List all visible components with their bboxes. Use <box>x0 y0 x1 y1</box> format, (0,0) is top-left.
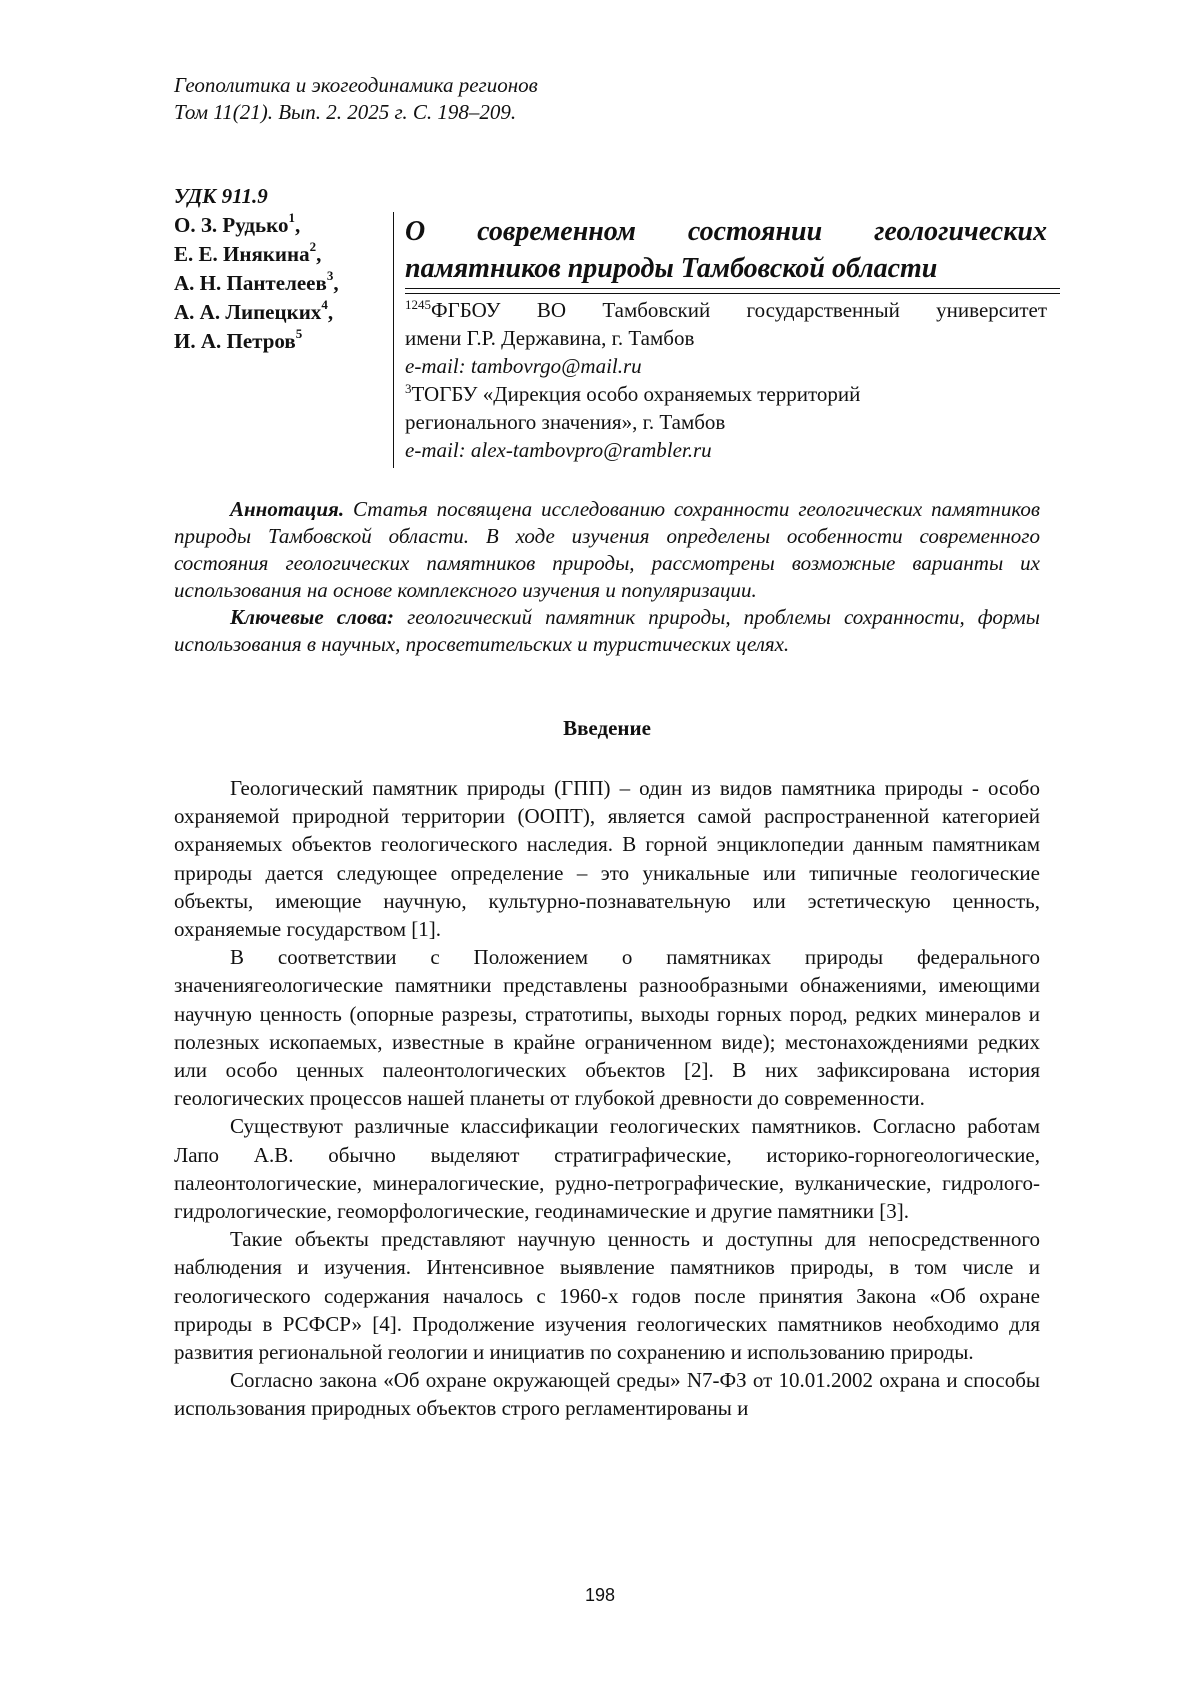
paragraph-3: Существуют различные классификации геологических памятников. Согласно работам Лапо А.В. обычно выделяют стратиграфические, историко-горногеологические, палеонтологические, минералогические, рудно-петрографические, вулканические, гидролого-гидрологические, геоморфологические, геодинамические и другие памятники [3]. <box>174 1114 1040 1224</box>
affiliation-1-line-1: $^{1245}$ФГБОУ ВО Тамбовский государственный университет <box>405 297 1047 322</box>
body-text <box>174 774 1040 1423</box>
author-2: Е. Е. Инякина$^2$, <box>174 239 322 266</box>
abstract-text: Статья посвящена исследованию сохранности геологических памятников природы Тамбовской области. В ходе изучения определены особенности современного состояния геологических памятников природы, рассмотрены возможные варианты их использования на основе комплексного изучения и популяризации. <box>174 497 1040 602</box>
title-line-1: О современном состоянии геологических <box>405 216 1047 247</box>
title-rule-bottom <box>405 293 1060 294</box>
journal-issue: Том 11(21). Вып. 2. 2025 г. С. 198–209. <box>174 100 517 124</box>
journal-name: Геополитика и экогеодинамика регионов <box>174 73 538 97</box>
author-4: А. А. Липецких$^4$, <box>174 297 334 324</box>
affiliation-1-line-2: имени Г.Р. Державина, г. Тамбов <box>405 326 695 350</box>
article-title <box>405 213 1047 287</box>
affiliation-2-line-2: регионального значения», г. Тамбов <box>405 410 726 434</box>
title-line-2: памятников природы Тамбовской области <box>405 253 938 284</box>
keywords-label: Ключевые слова: <box>230 605 395 629</box>
keywords <box>174 604 1040 658</box>
author-3: А. Н. Пантелеев$^3$, <box>174 268 339 295</box>
affiliations <box>405 296 1047 464</box>
keywords-text: геологический памятник природы, проблемы сохранности, формы использования в научных, просветительских и туристических целях. <box>174 605 1040 656</box>
udk-code: УДК 911.9 <box>174 184 268 208</box>
journal-header <box>174 72 538 126</box>
vertical-divider <box>393 212 394 468</box>
affiliation-2-line-1: $^3$ТОГБУ «Дирекция особо охраняемых территорий <box>405 381 861 406</box>
title-rule-top <box>405 288 1060 289</box>
affiliation-1-email[interactable]: e-mail: tambovrgo@mail.ru <box>405 354 642 378</box>
paragraph-2: В соответствии с Положением о памятниках природы федерального значениягеологические памятники представлены разнообразными обнажениями, имеющими научную ценность (опорные разрезы, стратотипы, выходы горных пород, редких минералов и полезных ископаемых, известные в крайне ограниченном виде); местонахождениями редких или особо ценных палеонтологических объектов [2]. В них зафиксирована история геологических процессов нашей планеты от глубокой древности до современности. <box>174 945 1040 1111</box>
abstract-block <box>174 496 1040 658</box>
paragraph-4: Такие объекты представляют научную ценность и доступны для непосредственного наблюдения и изучения. Интенсивное выявление памятников природы, в том числе и геологического содержания началось с 1960-х годов после принятия Закона «Об охране природы в РСФСР» [4]. Продолжение изучения геологических памятников необходимо для развития региональной геологии и инициатив по сохранению и использованию природы. <box>174 1227 1040 1365</box>
abstract-label: Аннотация. <box>230 497 345 521</box>
affiliation-2-email[interactable]: e-mail: alex-tambovpro@rambler.ru <box>405 438 712 462</box>
paragraph-1: Геологический памятник природы (ГПП) – один из видов памятника природы - особо охраняемой природной территории (ООПТ), является самой распространенной категорией охраняемых объектов геологического наследия. В горной энциклопедии данным памятникам природы дается следующее определение – это уникальные или типичные геологические объекты, имеющие научную, культурно-познавательную или эстетическую ценность, охраняемые государством [1]. <box>174 776 1040 942</box>
page-number: 198 <box>584 1585 616 1605</box>
author-5: И. А. Петров$^5$ <box>174 326 303 353</box>
article-meta <box>174 182 384 356</box>
section-heading: Введение <box>563 716 651 740</box>
abstract <box>174 496 1040 604</box>
paragraph-5: Согласно закона «Об охране окружающей среды» N7-ФЗ от 10.01.2002 охрана и способы использования природных объектов строго регламентированы и <box>174 1368 1040 1421</box>
author-1: О. З. Рудько$^1$, <box>174 210 301 237</box>
